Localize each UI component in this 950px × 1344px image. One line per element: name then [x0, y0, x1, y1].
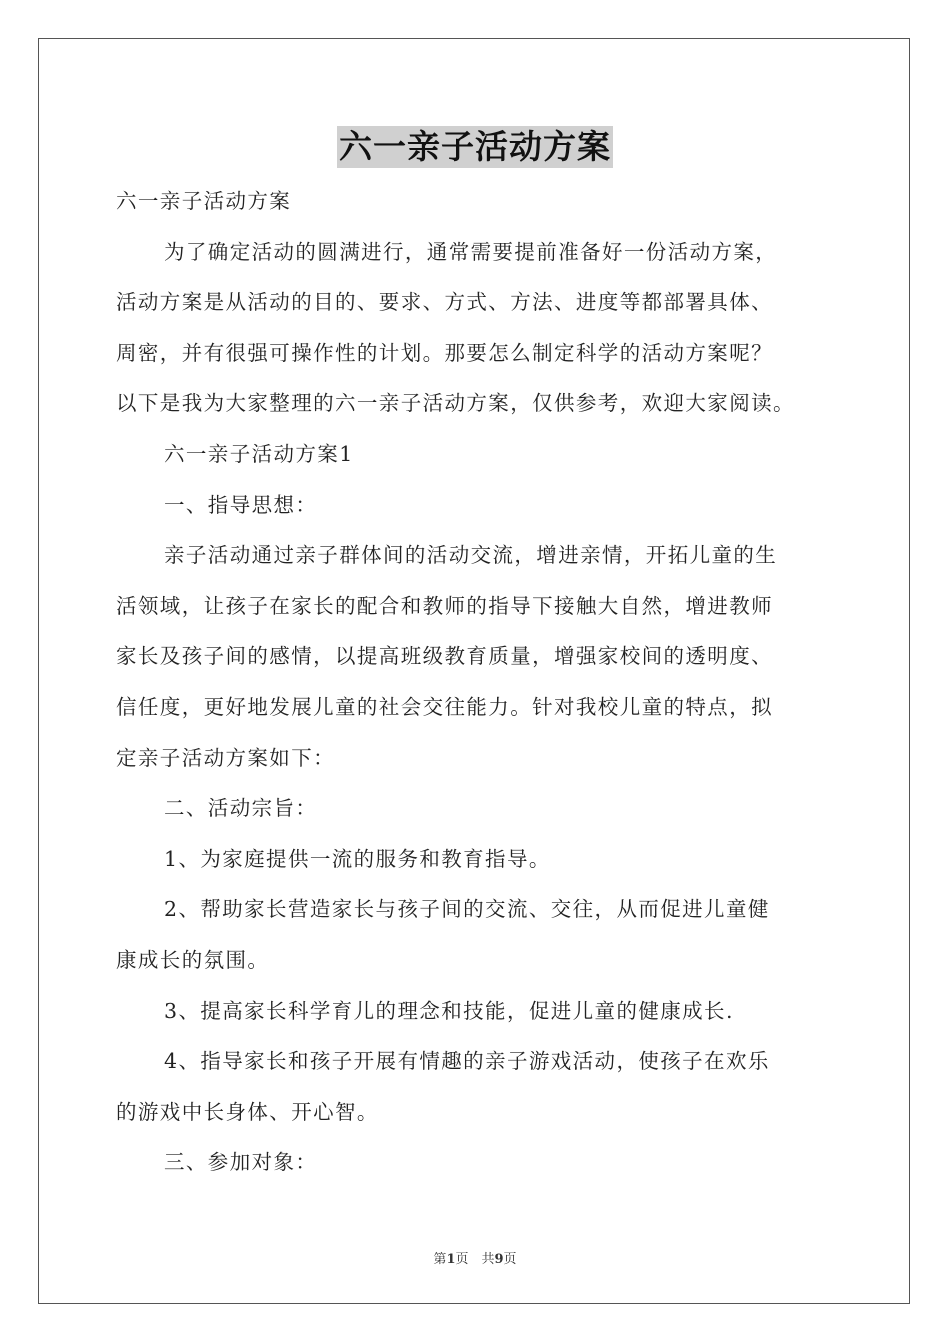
intro-line: 活动方案是从活动的目的、要求、方式、方法、进度等都部署具体、: [116, 290, 773, 315]
heading-participants: 三、参加对象：: [164, 1150, 318, 1175]
footer-mid: 页 共: [455, 1252, 495, 1267]
paragraph-line: 信任度，更好地发展儿童的社会交往能力。针对我校儿童的特点，拟: [116, 694, 773, 719]
purpose-item-2: [116, 884, 846, 985]
item-line: 4、指导家长和孩子开展有情趣的亲子游戏活动，使孩子在欢乐: [164, 1049, 770, 1074]
heading-purpose: 二、活动宗旨：: [164, 796, 318, 821]
footer-prefix: 第: [433, 1252, 447, 1267]
guiding-thought-paragraph: [116, 530, 846, 783]
purpose-item-1: 1、为家庭提供一流的服务和教育指导。: [164, 846, 551, 871]
current-page-number: 1: [446, 1252, 456, 1267]
paragraph-line: 亲子活动通过亲子群体间的活动交流，增进亲情，开拓儿童的生: [164, 543, 778, 568]
document-title: [0, 126, 950, 170]
paragraph-line: 活领域，让孩子在家长的配合和教师的指导下接触大自然，增进教师: [116, 593, 773, 618]
item-line: 2、帮助家长营造家长与孩子间的交流、交往，从而促进儿童健: [164, 897, 770, 922]
intro-line: 周密，并有很强可操作性的计划。那要怎么制定科学的活动方案呢？: [116, 340, 773, 365]
intro-line: 为了确定活动的圆满进行，通常需要提前准备好一份活动方案，: [164, 239, 778, 264]
paragraph-line: 定亲子活动方案如下：: [116, 745, 335, 770]
page-footer: [0, 1248, 950, 1267]
document-body: [116, 176, 846, 1188]
heading-guiding-thought: 一、指导思想：: [164, 492, 318, 517]
total-page-number: 9: [494, 1252, 504, 1267]
title-text: 六一亲子活动方案: [339, 127, 611, 166]
subtitle: 六一亲子活动方案: [116, 189, 292, 213]
item-line: 康成长的氛围。: [116, 947, 270, 972]
purpose-item-3: 3、提高家长科学育儿的理念和技能，促进儿童的健康成长.: [164, 998, 734, 1023]
intro-paragraph: [116, 227, 846, 429]
item-line: 的游戏中长身体、开心智。: [116, 1099, 379, 1124]
intro-line: 以下是我为大家整理的六一亲子活动方案，仅供参考，欢迎大家阅读。: [116, 391, 795, 416]
purpose-item-4: [116, 1036, 846, 1137]
section-title: 六一亲子活动方案1: [164, 441, 354, 466]
footer-suffix: 页: [503, 1252, 517, 1267]
paragraph-line: 家长及孩子间的感情，以提高班级教育质量，增强家校间的透明度、: [116, 644, 773, 669]
